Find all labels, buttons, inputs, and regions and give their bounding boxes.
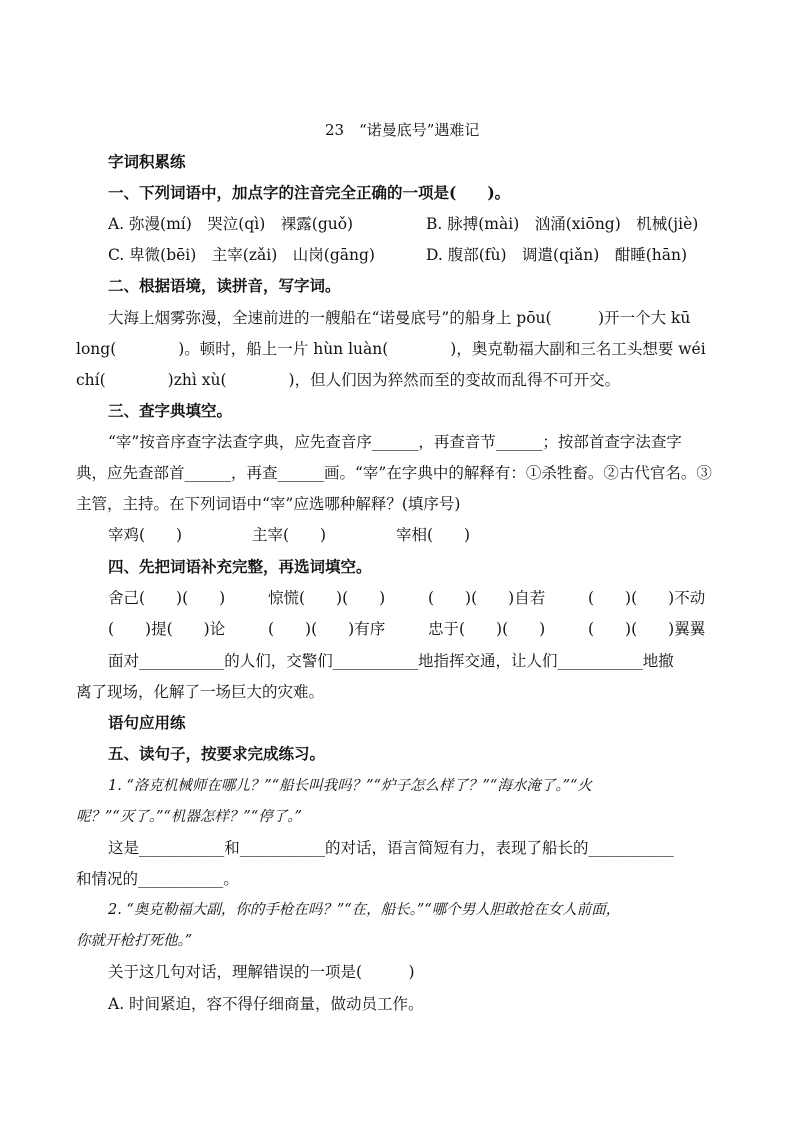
page-title: 23 “诺曼底号”遇难记 (325, 121, 480, 139)
question-3-stem: 三、查字典填空。 (108, 401, 233, 420)
question-2-line-1: 大海上烟雾弥漫，全速前进的一艘船在“诺曼底号”的船身上 pōu( )开一个大 kū (108, 309, 691, 327)
question-5-option-a: A. 时间紧迫，容不得仔细商量，做动员工作。 (108, 995, 424, 1013)
idiom-item: ( )( )有序 (268, 620, 386, 638)
question-2-line-2: long( )。顿时，船上一片 hùn luàn( )，奥克勒福大副和三名工头想要 wéi (76, 340, 706, 358)
question-5-ask: 关于这几句对话，理解错误的一项是( ) (108, 963, 415, 981)
question-1-option-d: D. 腹部(fù) 调遣(qiǎn) 酣睡(hān) (426, 246, 688, 264)
idiom-item: ( )( )自若 (428, 589, 546, 607)
question-5-fill-line-2: 和情况的___________。 (76, 870, 239, 888)
question-3-word-3: 宰相( ) (396, 526, 471, 544)
idiom-item: 忠于( )( ) (428, 620, 546, 638)
idiom-item: ( )提( )论 (108, 620, 226, 638)
question-5-stem: 五、读句子，按要求完成练习。 (108, 744, 326, 763)
question-2-line-3: chí( )zhì xù( )，但人们因为猝然而至的变故而乱得不可开交。 (76, 371, 621, 389)
question-2-stem: 二、根据语境，读拼音，写字词。 (108, 276, 341, 295)
question-3-word-1: 宰鸡( ) (108, 526, 183, 544)
question-4-stem: 四、先把词语补充完整，再选词填空。 (108, 557, 372, 576)
question-1-option-b: B. 脉搏(mài) 汹涌(xiōng) 机械(jiè) (426, 215, 699, 233)
question-1-option-a: A. 弥漫(mí) 哭泣(qì) 裸露(guǒ) (108, 215, 354, 233)
section-heading-sentence: 语句应用练 (108, 713, 186, 732)
question-3-line-1: “宰”按音序查字法查字典，应先查音序______，再查音节______；按部首查字法查字 (108, 433, 682, 451)
question-1-stem: 一、下列词语中，加点字的注音完全正确的一项是( )。 (108, 183, 511, 202)
idiom-item: 惊慌( )( ) (268, 589, 386, 607)
question-5-sentence-1-line-2: 呢？”“灭了。”“机器怎样？”“停了。” (76, 809, 302, 825)
question-5-sentence-2-line-1: 2. “奥克勒福大副，你的手枪在吗？”“在，船长。”“哪个男人胆敢抢在女人前面， (108, 902, 621, 918)
question-5-sentence-2-line-2: 你就开枪打死他。” (76, 933, 193, 949)
idiom-item: ( )( )不动 (588, 589, 706, 607)
section-heading-vocabulary: 字词积累练 (108, 152, 186, 171)
question-3-line-3: 主管，主持。在下列词语中“宰”应选哪种解释？(填序号) (76, 495, 461, 513)
question-4-fill-line-2: 离了现场，化解了一场巨大的灾难。 (76, 683, 325, 701)
question-5-fill-line-1: 这是___________和___________的对话，语言简短有力，表现了船长的___________ (108, 839, 674, 857)
idiom-item: 舍己( )( ) (108, 589, 226, 607)
question-3-line-2: 典，应先查部首______，再查______画。“宰”在字典中的解释有：①杀牲畜。②古代官名。③ (76, 464, 712, 482)
question-3-word-2: 主宰( ) (252, 526, 327, 544)
question-1-option-c: C. 卑微(bēi) 主宰(zǎi) 山岗(gāng) (108, 246, 375, 264)
idiom-item: ( )( )翼翼 (588, 620, 706, 638)
question-5-sentence-1-line-1: 1. “洛克机械师在哪儿？”“船长叫我吗？”“炉子怎么样了？”“海水淹了。”“火 (108, 778, 592, 794)
question-4-fill-line-1: 面对___________的人们，交警们___________地指挥交通，让人们___________地撤 (108, 652, 674, 670)
